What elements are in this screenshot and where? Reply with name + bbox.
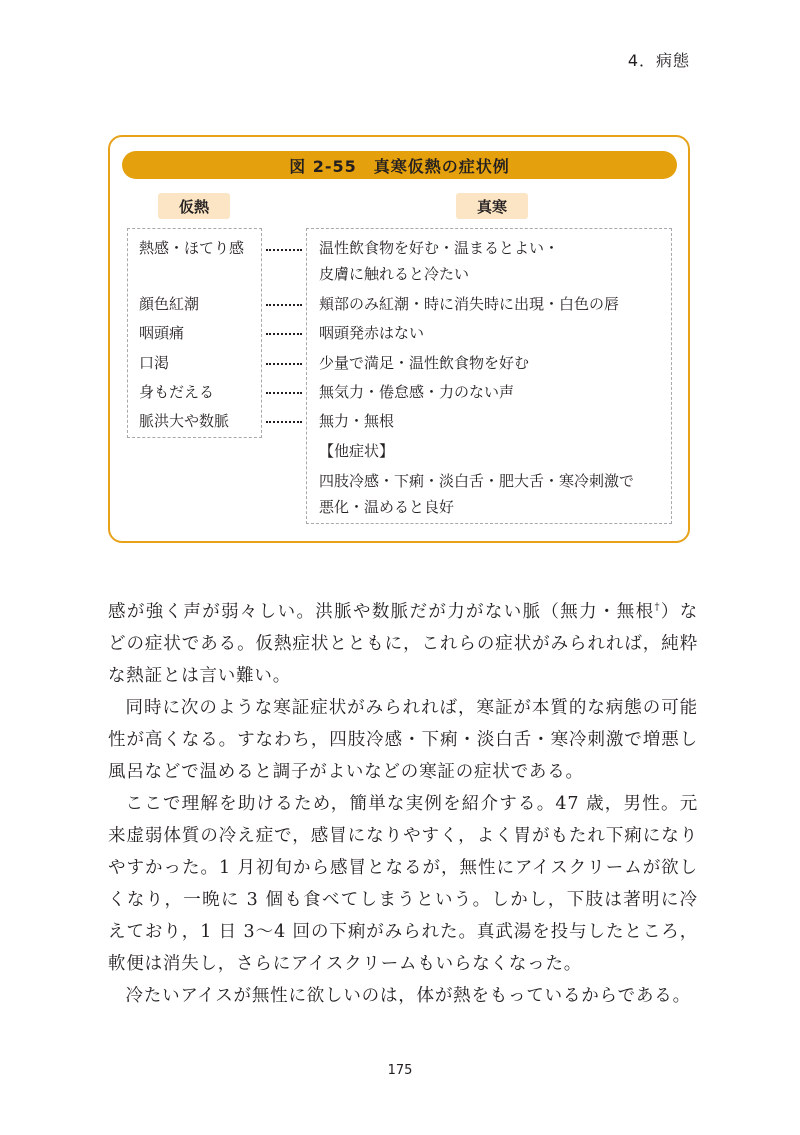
section-header: 4．病態 bbox=[627, 51, 690, 70]
true-cold-item: 皮膚に触れると冷たい bbox=[319, 265, 470, 283]
true-cold-item: 悪化・温めると良好 bbox=[319, 498, 455, 516]
false-heat-item: 身もだえる bbox=[139, 383, 215, 401]
figure-title: 図 2-55 真寒仮熱の症状例 bbox=[122, 151, 677, 179]
false-heat-item: 口渇 bbox=[139, 354, 170, 372]
true-cold-item: 咽頭発赤はない bbox=[319, 324, 425, 342]
connector-dots bbox=[266, 421, 302, 423]
true-cold-item: 少量で満足・温性飲食物を好む bbox=[319, 354, 530, 372]
true-cold-item: 無気力・倦怠感・力のない声 bbox=[319, 383, 515, 401]
paragraph bbox=[108, 596, 698, 692]
dagger-mark: † bbox=[654, 602, 661, 614]
paragraph: 冷たいアイスが無性に欲しいのは，体が熱をもっているからである。 bbox=[125, 986, 691, 1006]
paragraph-text: ）などの症状である。仮熱症状とともに，これらの症状がみられれば，純粋な熱証とは言い難い。 bbox=[108, 602, 698, 686]
true-cold-label: 真寒 bbox=[456, 193, 528, 219]
true-cold-item: 温性飲食物を好む・温まるとよい・ bbox=[319, 239, 560, 257]
connector-dots bbox=[266, 249, 302, 251]
paragraph: ここで理解を助けるため，簡単な実例を紹介する。47 歳，男性。元来虚弱体質の冷え症で，感冒になりやすく，よく胃がもたれ下痢になりやすかった。1 月初旬から感冒となるが，無性にアイスクリームが欲しくなり，一晩に 3 個も食べてしまうという。しかし，下肢は著明に冷えており，1 日 3〜4 回の下痢がみられた。真武湯を投与したところ，軟便は消失し，さらにアイスクリームもいらなくなった。 bbox=[108, 794, 698, 974]
false-heat-item: 顔色紅潮 bbox=[139, 295, 200, 313]
paragraph: 同時に次のような寒証症状がみられれば，寒証が本質的な病態の可能性が高くなる。すなわち，四肢冷感・下痢・淡白舌・寒冷刺激で増悪し風呂などで温めると調子がよいなどの寒証の症状である。 bbox=[108, 698, 698, 782]
false-heat-item: 脈洪大や数脈 bbox=[139, 412, 230, 430]
connector-dots bbox=[266, 363, 302, 365]
false-heat-label: 仮熱 bbox=[158, 193, 230, 219]
figure-box bbox=[108, 135, 690, 543]
true-cold-item: 頬部のみ紅潮・時に消失時に出現・白色の唇 bbox=[319, 295, 620, 313]
other-symptoms-heading: 【他症状】 bbox=[319, 442, 395, 460]
false-heat-item: 熱感・ほてり感 bbox=[139, 239, 245, 257]
connector-dots bbox=[266, 333, 302, 335]
body-text bbox=[108, 596, 698, 1012]
connector-dots bbox=[266, 304, 302, 306]
false-heat-item: 咽頭痛 bbox=[139, 324, 185, 342]
connector-dots bbox=[266, 392, 302, 394]
page-number: 175 bbox=[387, 1063, 413, 1078]
paragraph-text: 感が強く声が弱々しい。洪脈や数脈だが力がない脈（無力・無根 bbox=[108, 602, 655, 622]
true-cold-item: 四肢冷感・下痢・淡白舌・肥大舌・寒冷刺激で bbox=[319, 472, 635, 490]
true-cold-item: 無力・無根 bbox=[319, 412, 395, 430]
